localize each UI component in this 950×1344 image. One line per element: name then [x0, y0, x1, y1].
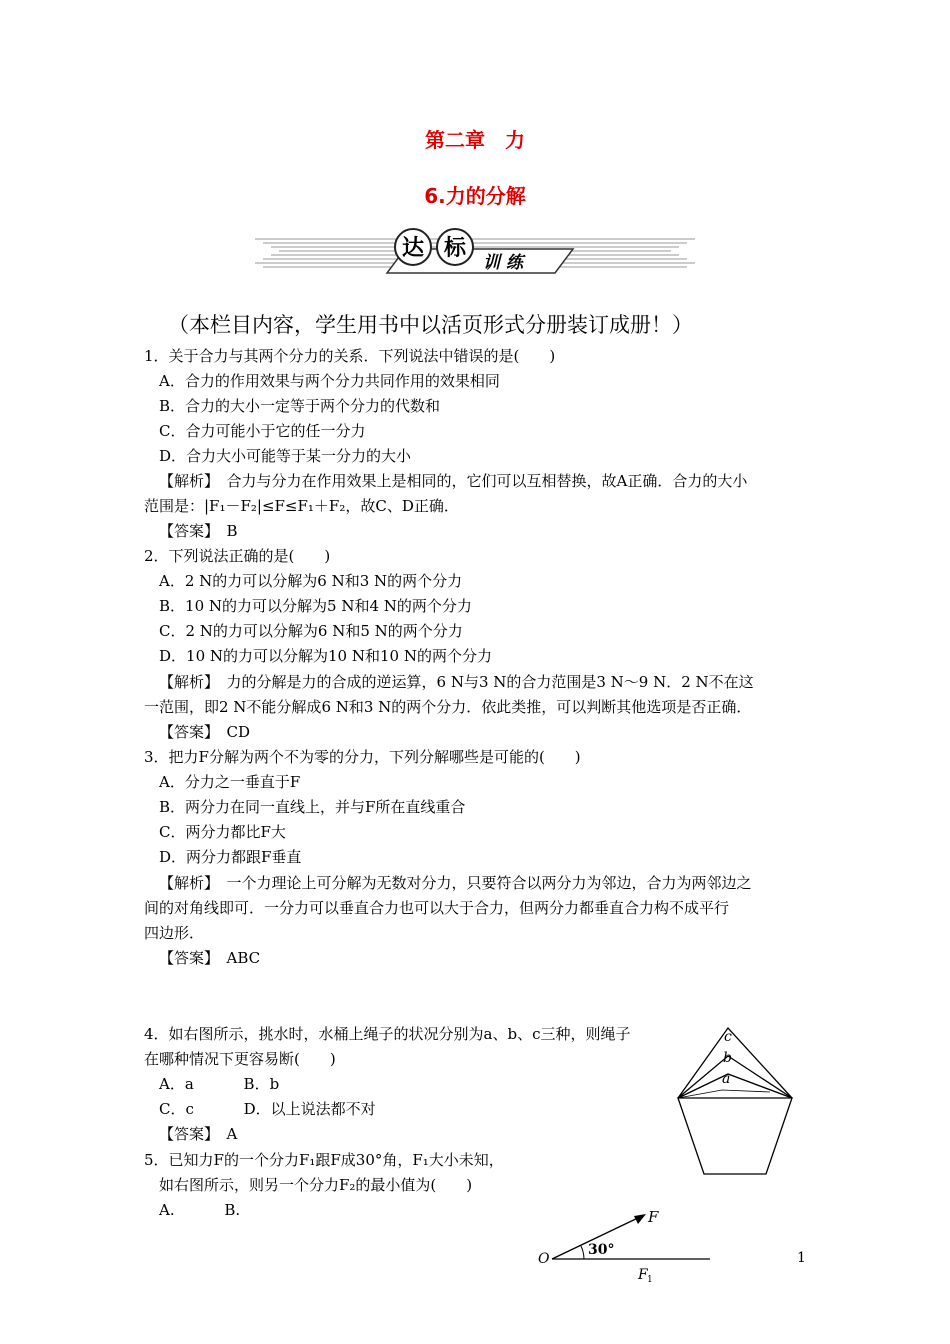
banner-char-1: 达: [401, 235, 425, 261]
q3-option-a: A．分力之一垂直于F: [159, 773, 301, 791]
angle-label: 30°: [588, 1242, 615, 1258]
q4-stem-line2: 在哪种情况下更容易断( ): [144, 1050, 336, 1068]
force-figure: [534, 1202, 720, 1286]
q4-options-row1: A．a B．b: [159, 1075, 280, 1093]
q3-option-c: C．两分力都比F大: [159, 823, 286, 841]
q2-analysis-line1: 【解析】 力的分解是力的合成的逆运算，6 N与3 N的合力范围是3 N～9 N．2 N不在这: [159, 673, 754, 691]
q1-option-a: A．合力的作用效果与两个分力共同作用的效果相同: [159, 372, 500, 390]
q3-answer: 【答案】 ABC: [159, 949, 261, 967]
q1-stem: 1．关于合力与其两个分力的关系．下列说法中错误的是( ): [144, 347, 556, 365]
chapter-title: 第二章 力: [425, 128, 525, 152]
q2-analysis-line2: 一范围，即2 N不能分解成6 N和3 N的两个分力．依此类推，可以判断其他选项是否正确．: [144, 698, 752, 716]
q5-stem-line2: 如右图所示，则另一个分力F₂的最小值为( ): [159, 1176, 473, 1194]
q3-analysis-line2: 间的对角线即可．一分力可以垂直合力也可以大于合力，但两分力都垂直合力构不成平行: [144, 899, 730, 917]
banner-subtitle: 训 练: [483, 253, 523, 273]
q1-analysis-line2: 范围是：|F₁－F₂|≤F≤F₁＋F₂，故C、D正确．: [144, 497, 459, 515]
bucket-body: [678, 1098, 792, 1174]
q5-options: A. B.: [159, 1201, 241, 1219]
q3-stem: 3．把力F分解为两个不为零的分力，下列分解哪些是可能的( ): [144, 748, 581, 766]
q3-analysis-line1: 【解析】 一个力理论上可分解为无数对分力，只要符合以两分力为邻边，合力为两邻边之: [159, 874, 752, 892]
q2-answer: 【答案】 CD: [159, 723, 251, 741]
rope-label-b: b: [723, 1050, 732, 1066]
banner-char-2: 标: [443, 235, 467, 261]
q2-option-b: B．10 N的力可以分解为5 N和4 N的两个分力: [159, 597, 472, 615]
q1-analysis-line1: 【解析】 合力与分力在作用效果上是相同的，它们可以互相替换，故A正确．合力的大小: [159, 472, 748, 490]
q5-stem-line1: 5．已知力F的一个分力F₁跟F成30°角，F₁大小未知，: [144, 1151, 504, 1169]
f-arrowhead: [634, 1214, 646, 1224]
rope-label-c: c: [724, 1029, 732, 1045]
q4-stem-line1: 4．如右图所示，挑水时，水桶上绳子的状况分别为a、b、c三种，则绳子: [144, 1025, 631, 1043]
f1-subscript: 1: [647, 1275, 653, 1285]
column-note: （本栏目内容，学生用书中以活页形式分册装订成册！）: [168, 313, 693, 337]
rope-label-a: a: [722, 1071, 731, 1087]
q3-option-b: B．两分力在同一直线上，并与F所在直线重合: [159, 798, 466, 816]
q4-options-row2: C．c D．以上说法都不对: [159, 1100, 376, 1118]
q4-answer: 【答案】 A: [159, 1125, 238, 1143]
banner-graphic: [255, 227, 695, 279]
page-number: 1: [797, 1250, 806, 1266]
q2-option-a: A．2 N的力可以分解为6 N和3 N的两个分力: [159, 572, 463, 590]
q2-stem: 2．下列说法正确的是( ): [144, 547, 331, 565]
q1-option-b: B．合力的大小一定等于两个分力的代数和: [159, 397, 441, 415]
q2-option-d: D．10 N的力可以分解为10 N和10 N的两个分力: [159, 647, 492, 665]
q2-option-c: C．2 N的力可以分解为6 N和5 N的两个分力: [159, 622, 463, 640]
q3-option-d: D．两分力都跟F垂直: [159, 848, 302, 866]
f-label: F: [648, 1208, 659, 1226]
q1-answer: 【答案】 B: [159, 522, 238, 540]
section-title: 6.力的分解: [424, 184, 526, 208]
origin-label: O: [538, 1251, 550, 1267]
rope-a: [678, 1074, 792, 1098]
f1-label: F: [638, 1267, 648, 1283]
bucket-figure: [670, 1020, 810, 1180]
q1-option-c: C．合力可能小于它的任一分力: [159, 422, 366, 440]
q3-analysis-line3: 四边形．: [144, 924, 205, 942]
q1-option-d: D．合力大小可能等于某一分力的大小: [159, 447, 412, 465]
